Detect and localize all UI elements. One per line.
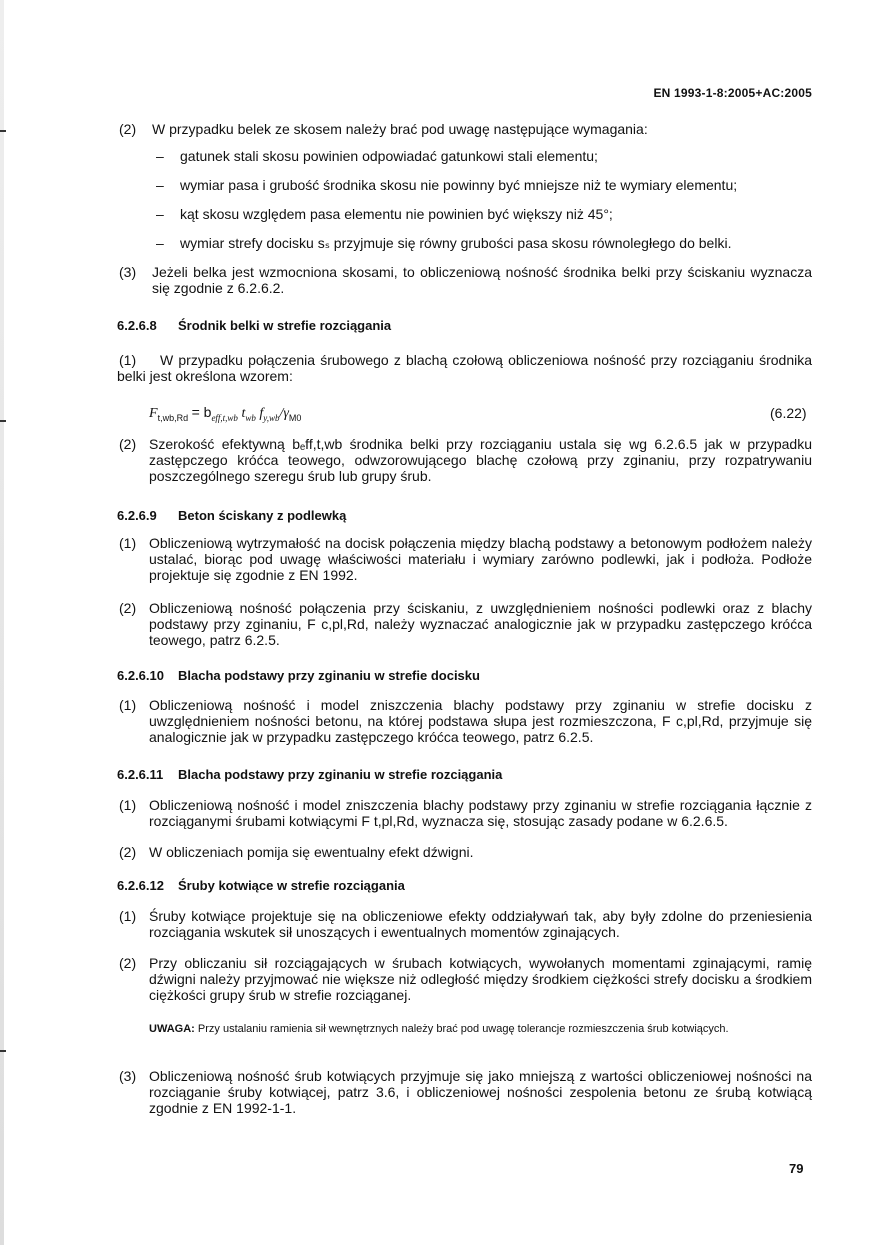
paragraph-text: Obliczeniową nośność i model zniszczenia blachy podstawy przy zginaniu w strefie docisku z uwzględnieniem nośności betonu, na której podstawa słupa jest rozmieszczona, F c,pl,Rd, przyjmuje się analogicznie jak w przypadku zastępczego króćca teowego, patrz 6.2.5. [149,697,812,745]
formula-lhs: F [149,406,158,421]
note-text: Przy ustalaniu ramienia sił wewnętrznych należy brać pod uwagę tolerancje rozmieszczenia śrub kotwiących. [197,1023,729,1035]
list-dash: – [156,148,164,164]
formula-gamma: /γ [279,406,289,421]
paragraph-number: (2) [119,955,137,971]
section-number: 6.2.6.12 [117,878,164,893]
paragraph-text: Przy obliczaniu sił rozciągających w śrubach kotwiących, wywołanych momentami zginającymi, ramię dźwigni należy przyjmować nie większe niż odległość między środkiem ciężkości strefy docisku a środkiem ciężkości grupy śrub w strefie rozciąganej. [149,955,812,1003]
paragraph-number: (2) [119,844,137,860]
list-dash: – [156,177,164,193]
section-heading [117,878,405,894]
paragraph-number: (2) [119,600,137,616]
equation-number: (6.22) [770,405,807,421]
formula-t: t [241,406,246,421]
list-item: kąt skosu względem pasa elementu nie powinien być większy niż 45°; [180,206,613,222]
paragraph-number: (2) [119,121,137,137]
formula-6-22 [149,404,301,423]
paragraph-text: Obliczeniową wytrzymałość na docisk połączenia między blachą podstawy a betonowym podłożem należy ustalać, biorąc pod uwagę właściwości materiału i wymiary zarówno podlewki, jak i podłoża. Podłoże projektuje się zgodnie z EN 1992. [149,535,812,583]
list-dash: – [156,206,164,222]
paragraph-text: W obliczeniach pomija się ewentualny efekt dźwigni. [149,844,474,860]
list-item: gatunek stali skosu powinien odpowiadać gatunkowi stali elementu; [180,148,598,164]
formula-t-sub: wb [245,412,256,423]
formula-equals-b: = b [191,404,212,420]
section-heading [117,508,346,524]
paragraph-number: (1) [119,352,137,368]
scan-mark [0,130,6,132]
section-title: Środnik belki w strefie rozciągania [178,318,392,333]
paragraph-number: (1) [119,797,137,813]
section-title: Blacha podstawy przy zginaniu w strefie rozciągania [178,767,503,782]
paragraph-number: (1) [119,535,137,551]
section-heading [117,318,391,334]
section-number: 6.2.6.10 [117,668,164,683]
scan-mark [0,420,6,422]
paragraph-number: (3) [119,264,137,280]
section-title: Beton ściskany z podlewką [178,508,347,523]
note [149,1022,812,1036]
section-number: 6.2.6.11 [117,767,164,782]
formula-f: f [259,406,264,421]
formula-f-sub: y,wb [263,412,280,423]
scan-edge [0,0,4,1245]
formula-lhs-sub: t,wb,Rd [157,412,189,423]
section-number: 6.2.6.9 [117,508,157,523]
note-label: UWAGA: [149,1023,195,1035]
paragraph-text: Jeżeli belka jest wzmocniona skosami, to obliczeniową nośność środnika belki przy ściskaniu wyznacza się zgodnie z 6.2.6.2. [152,264,812,296]
list-item: wymiar pasa i grubość środnika skosu nie powinny być mniejsze niż te wymiary elementu; [180,177,738,193]
standard-reference: EN 1993-1-8:2005+AC:2005 [653,86,812,100]
formula-b-sub: eff,t,wb [211,412,238,423]
section-heading [117,668,480,684]
section-title: Blacha podstawy przy zginaniu w strefie docisku [178,668,480,683]
paragraph-text: Szerokość efektywną bₑff,t,wb środnika belki przy rozciąganiu ustala się wg 6.2.6.5 jak w przypadku zastępczego króćca teowego, odwzorowującego blachę czołową przy zginaniu, przy rozpatrywaniu poszczególnego szeregu śrub lub grupy śrub. [149,436,812,484]
list-dash: – [156,235,164,251]
paragraph-number: (1) [119,908,137,924]
paragraph-text: W przypadku połączenia śrubowego z blachą czołową obliczeniowa nośność przy rozciąganiu środnika belki jest określona wzorem: [117,352,812,384]
paragraph-text: W przypadku belek ze skosem należy brać pod uwagę następujące wymagania: [152,121,648,137]
section-number: 6.2.6.8 [117,318,157,333]
paragraph-text: Obliczeniową nośność śrub kotwiących przyjmuje się jako mniejszą z wartości obliczeniowej nośności na rozciąganie śruby kotwiącej, patrz 3.6, i obliczeniowej nośności zespolenia betonu ze śrubą kotwiącą zgodnie z EN 1992-1-1. [149,1068,812,1116]
section-heading [117,767,502,783]
paragraph-text: Obliczeniową nośność połączenia przy ściskaniu, z uwzględnieniem nośności podlewki oraz z blachy podstawy przy zginaniu, F c,pl,Rd, należy wyznaczać analogicznie jak w przypadku zastępczego króćca teowego, patrz 6.2.5. [149,600,812,648]
paragraph-number: (3) [119,1068,137,1084]
paragraph-number: (1) [119,697,137,713]
paragraph-text: Śruby kotwiące projektuje się na obliczeniowe efekty oddziaływań tak, aby były zdolne do przeniesienia rozciągania wskutek sił unoszących i ewentualnych momentów zginających. [149,908,812,940]
scan-mark [0,1050,6,1052]
page-number: 79 [789,1161,804,1176]
paragraph-number: (2) [119,436,137,452]
formula-gamma-sub: M0 [288,412,302,423]
list-item: wymiar strefy docisku sₛ przyjmuje się równy grubości pasa skosu równoległego do belki. [180,235,732,251]
section-title: Śruby kotwiące w strefie rozciągania [178,878,405,893]
paragraph-text: Obliczeniową nośność i model zniszczenia blachy podstawy przy zginaniu w strefie rozciągania łącznie z rozciąganymi śrubami kotwiącymi F t,pl,Rd, wyznacza się, stosując zasady podane w 6.2.6.5. [149,797,812,829]
